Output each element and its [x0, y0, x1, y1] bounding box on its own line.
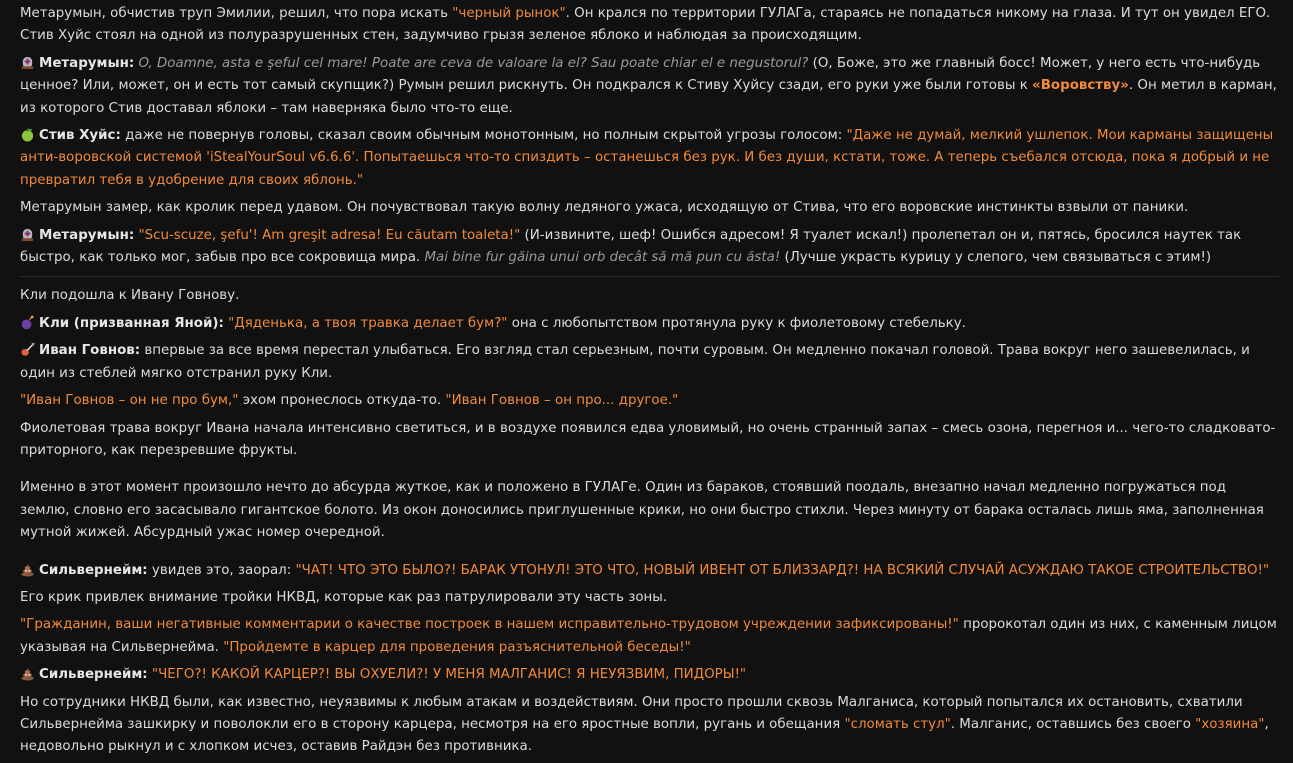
quote-text: "Scu-scuze, şefu'! Am greşit adresa! Eu căutam toaleta!" [134, 227, 521, 243]
quote-text: "Гражданин, ваши негативные комментарии о качестве построек в нашем исправительно-трудовом учреждении зафиксированы!" [20, 617, 959, 633]
spacer [20, 467, 1279, 477]
narration-paragraph: Метарумын замер, как кролик перед удавом. Он почувствовал такую волну ледяного ужаса, исходящую от Стива, что его воровские инстинкты взвыли от паники. [20, 200, 1189, 216]
narration-text: Но сотрудники НКВД были, как известно, неуязвимы к любым атакам и воздействиям. Они просто прошли сквозь Малганиса, который попытался их остановить, схватили Сильвернейма зашкирку и поволокли его в сторону карцера, несмотря на его яростные вопли, ругань и обещания [20, 694, 1243, 732]
narration-text: впервые за все время перестал улыбаться. Его взгляд стал серьезным, почти суровым. Он медленно покачал головой. Трава вокруг него зашевелилась, и один из стеблей мягко отстранил руку Кли. [20, 343, 1250, 381]
narration-text: (О, Боже, это же главный босс! Может, у него есть что-нибудь ценное? Или, может, он и есть тот самый скупщик?) Румын решил рискнуть. Он подкрался к Стиву Хуйсу сзади, его руки уже были готовы к [20, 55, 1261, 94]
bomb-icon [20, 315, 35, 330]
speaker-name: Иван Говнов: [39, 343, 141, 359]
italic-text: Mai bine fur găina unui orb decât să mă pun cu ăsta! [424, 250, 781, 266]
quote-text: "сломать стул" [844, 716, 951, 732]
speaker-name: Сильвернейм: [39, 562, 148, 578]
italic-text: O, Doamne, asta e şeful cel mare! Poate are ceva de valoare la el? Sau poate chiar el e negustorul? [138, 55, 809, 71]
narration-paragraph: Фиолетовая трава вокруг Ивана начала интенсивно светиться, и в воздухе появился едва уловимый, но очень странный запах – смесь озона, перегноя и... чего-то сладковато-приторного, как перезревшие фрукты. [20, 420, 1276, 458]
narration-paragraph: Кли подошла к Ивану Говнову. [20, 288, 240, 304]
speaker-name: Кли (призванная Яной): [39, 315, 224, 331]
narration-text: она с любопытством протянула руку к фиолетовому стебельку. [507, 315, 966, 331]
dialogue-paragraph [20, 560, 1279, 582]
dialogue-paragraph [20, 225, 1279, 270]
narration-text: увидев это, заорал: [147, 562, 296, 578]
narration-text: Метарумын, обчистив труп Эмилии, решил, что пора искать [20, 6, 453, 21]
narration-text: эхом пронеслось откуда-то. [238, 393, 446, 409]
quote-text: "черный рынок" [452, 6, 566, 21]
narration-text: даже не повернув головы, сказал своим обычным монотонным, но полным скрытой угрозы голосом: [120, 128, 847, 144]
skill-highlight: «Воровству» [1032, 78, 1129, 94]
narration-text: . Малганис, оставшись без своего [950, 716, 1196, 732]
dialogue-paragraph [20, 125, 1279, 192]
narration-text: (И-извините, шеф! Ошибся адресом! Я туалет искал!) пролепетал он и, пятясь, бросился наутек так быстро, как только мог, забыв про все сокровища мира. [20, 227, 1242, 266]
quote-text: "хозяина" [1195, 716, 1265, 732]
spacer [20, 550, 1279, 560]
speaker-name: Метарумын: [39, 55, 135, 71]
quote-text: "Даже не думай, мелкий ушлепок. Мои карманы защищены анти-воровской системой 'iStealYourSoul v6.6.6'. Попытаешься что-то спиздить – останешься без рук. И без души, кстати, тоже. А теперь съебался отсюда, пока я добрый и не превратил тебя в удобрение для своих яблонь." [20, 128, 1274, 188]
narration-text: , недовольно рыкнул и с хлопком исчез, оставив Райдэн без противника. [20, 716, 1269, 755]
dialogue-paragraph [20, 664, 1279, 686]
green-apple-icon [20, 127, 35, 142]
narration-text: пророкотал один из них, с каменным лицом указывая на Сильвернейма. [20, 617, 1277, 655]
guitar-icon [20, 342, 35, 357]
narration-text: (Лучше украсть курицу у слепого, чем связываться с этим!) [780, 250, 1212, 266]
quote-text: "Пройдемте в карцер для проведения разъяснительной беседы!" [223, 639, 691, 655]
narration-paragraph: Его крик привлек внимание тройки НКВД, которые как раз патрулировали эту часть зоны. [20, 589, 668, 605]
section-divider [20, 276, 1279, 277]
tombstone-icon [20, 55, 35, 70]
narration-paragraph [20, 390, 1279, 412]
speaker-name: Стив Хуйс: [39, 128, 121, 144]
narration-paragraph [20, 3, 1279, 48]
narration-paragraph [20, 614, 1279, 659]
poop-icon [20, 666, 35, 681]
quote-text: "Иван Говнов – он не про бум," [20, 393, 239, 409]
quote-text: "ЧАТ! ЧТО ЭТО БЫЛО?! БАРАК УТОНУЛ! ЭТО ЧТО, НОВЫЙ ИВЕНТ ОТ БЛИЗЗАРД?! НА ВСЯКИЙ СЛУЧАЙ АСУЖДАЮ ТАКОЕ СТРОИТЕЛЬСТВО!" [295, 562, 1270, 578]
narration-text: . Он метил в карман, из которого Стив доставал яблоки – там наверняка было что-то еще. [20, 78, 1277, 116]
quote-text: "Иван Говнов – он про... другое." [445, 393, 679, 409]
dialogue-paragraph [20, 53, 1279, 120]
dialogue-paragraph [20, 340, 1279, 385]
narration-text: . Он крался по территории ГУЛАГа, стараясь не попадаться никому на глаза. И тут он увидел ЕГО. Стив Хуйс стоял на одной из полуразрушенных стен, задумчиво грызя зеленое яблоко и наблюдая за происходящим. [20, 6, 1271, 44]
speaker-name: Сильвернейм: [39, 667, 148, 683]
quote-text: "ЧЕГО?! КАКОЙ КАРЦЕР?! ВЫ ОХУЕЛИ?! У МЕНЯ МАЛГАНИС! Я НЕУЯЗВИМ, ПИДОРЫ!" [147, 667, 747, 683]
narration-paragraph: Именно в этот момент произошло нечто до абсурда жуткое, как и положено в ГУЛАГе. Один из бараков, стоявший поодаль, внезапно начал медленно погружаться под землю, словно его засасывало гигантское болото. Из окон доносились приглушенные крики, но они быстро стихли. Через минуту от барака осталась лишь яма, заполненная мутной жижей. Абсурдный ужас номер очередной. [20, 480, 1264, 541]
narration-paragraph [20, 692, 1279, 759]
tombstone-icon [20, 227, 35, 242]
speaker-name: Метарумын: [39, 227, 135, 243]
quote-text: "Дяденька, а твоя травка делает бум?" [223, 315, 508, 331]
poop-icon [20, 562, 35, 577]
dialogue-paragraph [20, 313, 1279, 335]
